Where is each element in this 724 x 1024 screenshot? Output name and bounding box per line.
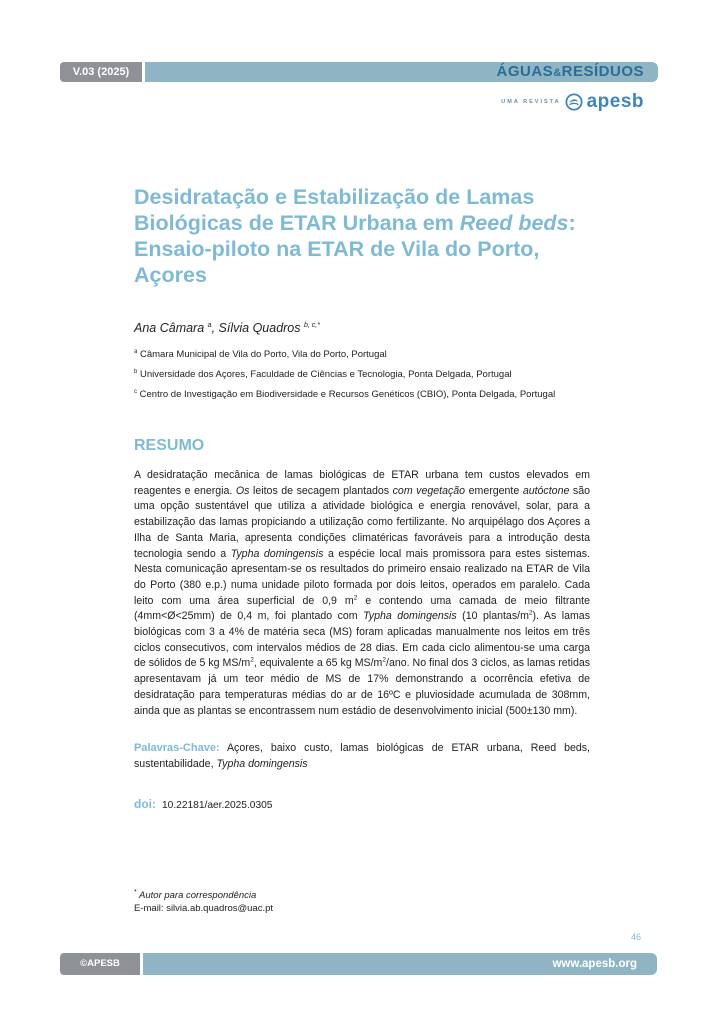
volume-badge: V.03 (2025) [60,62,142,82]
abstract-text: leitos de secagem plantados [249,484,393,497]
abstract-italic: autóctone [522,484,570,497]
footer-copyright: ©APESB [60,953,140,975]
abstract-text: ). As lamas biológicas com 3 a 4% de matéria seca (MS) foram aplicadas manualmente nos leitos em três ciclos consecutivos, com intervalos médios de 28 dias. Em cada ciclo alimentou-se uma carga de sólidos de 5 kg MS/m [134,610,590,670]
abstract-superscript: 2 [250,656,254,664]
page-number: 46 [631,932,642,942]
keywords-italic: Typha domingensis [216,757,308,770]
affiliation-marker: a [134,349,138,355]
correspondence-label-line [134,886,273,902]
abstract-text: (10 plantas/m [456,610,529,623]
abstract-superscript: 2 [528,609,533,617]
affiliation-text: Universidade dos Açores, Faculdade de Ciências e Tecnologia, Ponta Delgada, Portugal [139,369,512,381]
abstract-text: são uma opção sustentável que utiliza a atividade biológica e energia renovável, solar, para a estabilização das lamas propiciando a utilização como fertilizante. No arquipélago dos Açores a Ilha de Santa Maria, apresenta condições climatéricas favoráveis para a introdução desta tecnologia sendo a [134,484,590,560]
publisher-name: apesb [586,91,644,112]
doi-link[interactable]: 10.22181/aer.2025.0305 [162,800,273,811]
correspondence-star: * [134,889,137,896]
affiliation-text: Câmara Municipal de Vila do Porto, Vila do Porto, Portugal [139,349,387,361]
abstract-superscript: 2 [382,656,386,664]
title-italic: Reed beds [459,211,569,235]
affiliation-marker: b [134,369,138,375]
keywords-text: Açores, baixo custo, lamas biológicas de ETAR urbana, Reed beds, sustentabilidade, [134,742,590,770]
abstract-superscript: 2 [353,594,358,602]
correspondence-note [134,886,273,915]
abstract-body [134,468,590,719]
title-part2: : Ensaio-piloto na ETAR de Vila do Porto, Açores [134,211,576,287]
affiliation-a [134,349,387,360]
abstract-text: e contendo uma camada de meio filtrante (4mm<Ø<25mm) de 0,4 m, foi plantado com [134,594,591,623]
doi-label: doi: [134,797,156,811]
footer-url[interactable]: www.apesb.org [552,958,637,970]
affiliation-text: Centro de Investigação em Biodiversidade e Recursos Genéticos (CBIO), Ponta Delgada, Portugal [139,389,556,401]
brand-part2: RESÍDUOS [561,63,644,80]
abstract-text: a espécie local mais promissora para estes sistemas. Nesta comunicação apresentam-se os resultados do primeiro ensaio realizado na ETAR de Vila do Porto (380 e.p.) numa unidade piloto formada por dois leitos, operados em paralelo. Cada leito com uma área superficial de 0,9 m [134,547,590,607]
brand-amp: & [553,67,562,79]
abstract-italic: com vegetação [392,484,466,497]
author-line: Ana Câmara $^a$, Sílvia Quadros $^{b, c,*}$ [134,321,320,335]
doi-line [134,797,272,811]
brand-part1: ÁGUAS [496,63,554,80]
abstract-italic: Typha domingensis [230,547,324,560]
affiliation-b [134,369,512,380]
journal-brand [497,63,644,80]
keywords [134,741,590,772]
abstract-text: , equivalente a 65 kg MS/m [253,657,383,670]
title-part1: Desidratação e Estabilização de Lamas Biológicas de ETAR Urbana em [134,185,535,235]
affiliation-marker: c [134,389,137,395]
abstract-text: emergente [465,484,523,497]
abstract-heading: RESUMO [134,437,205,454]
apesb-swirl-icon [565,93,583,111]
keywords-label: Palavras-Chave: [134,742,220,754]
article-title [134,184,594,288]
correspondence-email[interactable]: E-mail: silvia.ab.quadros@uac.pt [134,903,274,915]
publisher-line [501,91,644,113]
abstract-italic: Os [235,484,250,497]
author-1: Ana Câmara [134,321,205,335]
abstract-italic: Typha domingensis [363,610,457,623]
author-2-affil: b, c,* [304,321,320,329]
abstract-text: /ano. No final dos 3 ciclos, as lamas retidas apresentavam já um teor médio de MS de 17% demonstrando a ocorrência efetiva de desidratação para temperaturas médias do ar de 16ºC e pluviosidade acumulada de 308mm, ainda que as plantas se encontrassem num estádio de desenvolvimento inicial (500±130 mm). [134,657,591,717]
affiliation-c [134,389,555,400]
correspondence-label: Autor para correspondência [136,890,257,902]
abstract-text: A desidratação mecânica de lamas biológicas de ETAR urbana tem custos elevados em reagentes e energia. [134,469,590,497]
author-2: Sílvia Quadros [218,321,301,335]
publisher-subtitle: UMA REVISTA [501,99,561,105]
author-1-affil: a [207,321,212,329]
